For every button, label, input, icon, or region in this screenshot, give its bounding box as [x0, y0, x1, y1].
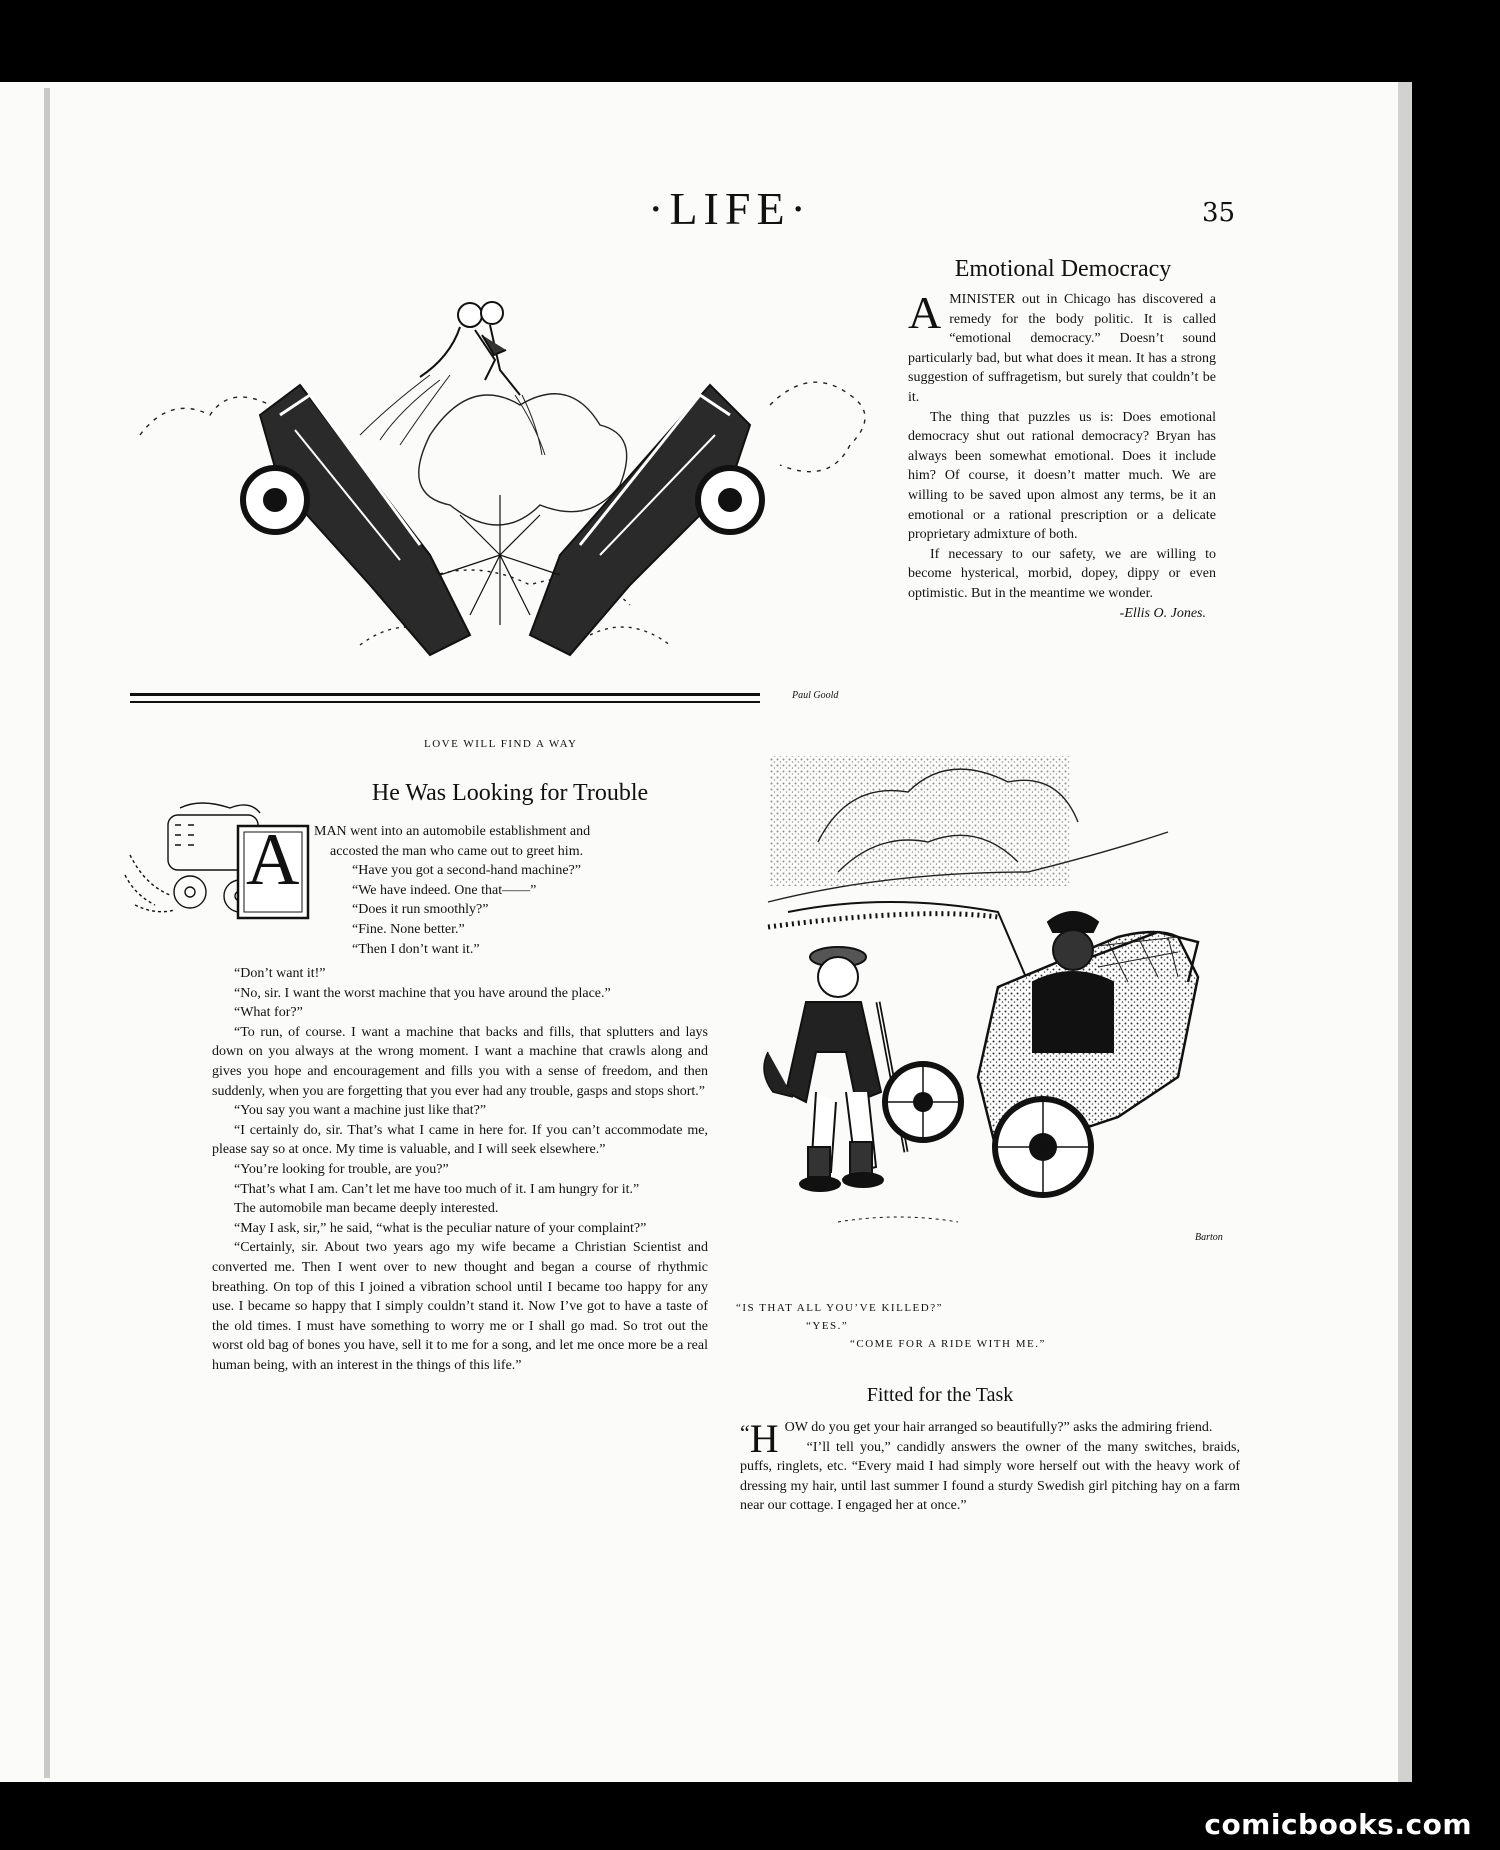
paragraph: The automobile man became deeply interested.	[234, 1201, 499, 1217]
opening-line-2: accosted the man who came out to greet him.	[330, 843, 584, 859]
paragraph: “That’s what I am. Can’t let me have too much of it. I am hungry for it.”	[234, 1181, 640, 1197]
fitted-for-task-p1: OW do you get your hair arranged so beautifully?” asks the admiring friend.	[784, 1420, 1213, 1435]
opening-line-5: “Does it run smoothly?”	[352, 902, 489, 918]
emotional-democracy-article	[908, 287, 1216, 623]
paragraph: “Certainly, sir. About two years ago my wife became a Christian Scientist and converted me. Then I went over to new thought and began a course of rhythmic breathing. On top of this I joined a vibration school until I became too happy for any use. I became so happy that I simply couldn’t stand it. Now I’ve got to have a taste of the old times. I must have something to worry me or I shall go mad. So trot out the worst old bag of bones you have, sell it to me for a song, and let me once more be a real human being, with an interest in the things of this life.”	[212, 1240, 708, 1373]
cartoon1-caption: LOVE WILL FIND A WAY	[424, 738, 578, 750]
emotional-democracy-title: Emotional Democracy	[954, 256, 1172, 282]
looking-for-trouble-body	[212, 964, 708, 1375]
drop-cap-h: H	[749, 1416, 779, 1461]
page-number: 35	[1202, 198, 1236, 228]
emotional-democracy-p1: MINISTER out in Chicago has discovered a remedy for the body politic. It is called “emotional democracy.” Doesn’t sound particularly bad, but what does it mean. It has a strong suggestion of suffragetism, but surely that couldn’t be it.	[908, 292, 1216, 405]
drop-cap-a: A	[908, 287, 942, 338]
cartoon1-signature: Paul Goold	[792, 690, 839, 701]
paragraph: “Don’t want it!”	[234, 966, 326, 981]
paragraph: “What for?”	[234, 1005, 303, 1021]
paragraph: “To run, of course. I want a machine that backs and fills, that splutters and lays down on you always at the wrong moment. I want a machine that crawls along and gives you hope and encouragement and fills you with a sense of freedom, and then suddenly, when you are forgetting that you ever had any trouble, gasps and stops short.”	[212, 1024, 708, 1099]
paragraph: “You’re looking for trouble, are you?”	[234, 1161, 449, 1177]
paragraph: “I certainly do, sir. That’s what I came in here for. If you can’t accommodate me, please say so at once. My time is valuable, and I will seek elsewhere.”	[212, 1122, 708, 1158]
looking-for-trouble-drop-cap: A	[246, 819, 300, 901]
page-spine	[44, 88, 50, 1778]
opening-quote: “	[740, 1420, 750, 1445]
paragraph: “No, sir. I want the worst machine that you have around the place.”	[234, 985, 611, 1001]
emotional-democracy-p3: If necessary to our safety, we are willing to become hysterical, morbid, dopey, dippy or even optimistic. But in the meantime we wonder.	[908, 546, 1216, 601]
opening-line-6: “Fine. None better.”	[352, 921, 465, 937]
byline: -Ellis O. Jones.	[1119, 605, 1206, 621]
masthead: ·LIFE·	[648, 183, 812, 234]
cartoon2-caption-line-1: “IS THAT ALL YOU’VE KILLED?”	[736, 1302, 943, 1314]
opening-line-4: “We have indeed. One that——”	[352, 882, 537, 898]
fitted-for-task-article	[740, 1418, 1240, 1516]
cartoon-hunter-and-motorist	[728, 752, 1308, 1292]
cartoon2-caption-line-3: “COME FOR A RIDE WITH ME.”	[850, 1338, 1046, 1350]
paragraph: “You say you want a machine just like that?”	[234, 1103, 487, 1119]
opening-line-1: MAN went into an automobile establishment and	[314, 824, 591, 839]
fitted-for-task-p2: “I’ll tell you,” candidly answers the owner of the many switches, braids, puffs, ringlets, etc. “Every maid I had simply wore herself out with the heavy work of dressing my hair, until last summer I found a sturdy Swedish girl pitching hay on a farm near our cottage. I engaged her at once.”	[740, 1439, 1240, 1514]
looking-for-trouble-opening	[314, 822, 708, 959]
cartoon2-signature: Barton	[1195, 1232, 1223, 1243]
fitted-for-task-title: Fitted for the Task	[866, 1384, 1014, 1406]
opening-line-3: “Have you got a second-hand machine?”	[352, 863, 581, 879]
paragraph: “May I ask, sir,” he said, “what is the peculiar nature of your complaint?”	[234, 1220, 647, 1236]
watermark: comicbooks.com	[1204, 1808, 1472, 1841]
opening-line-7: “Then I don’t want it.”	[352, 941, 480, 957]
page-edge-shadow	[1398, 82, 1412, 1782]
emotional-democracy-p2: The thing that puzzles us is: Does emotional democracy shut out rational democracy? Bryan has always been somewhat emotional. Does it include him? Of course, it doesn’t matter much. We are willing to be saved upon almost any terms, be it an emotional or a rational prescription or a delicate proprietary admixture of both.	[908, 409, 1216, 543]
cartoon2-caption-line-2: “YES.”	[806, 1320, 849, 1332]
cartoon-love-will-find-a-way	[130, 255, 900, 715]
looking-for-trouble-title: He Was Looking for Trouble	[371, 780, 649, 806]
